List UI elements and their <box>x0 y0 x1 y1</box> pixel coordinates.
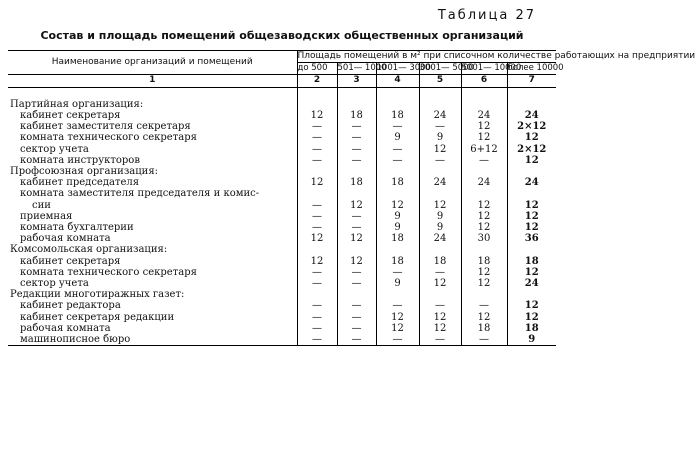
area-value: 12 <box>419 312 461 323</box>
area-value: — <box>461 300 507 311</box>
room-name: машинописное бюро <box>8 334 297 346</box>
table-row <box>8 256 556 267</box>
area-value: 9 <box>419 222 461 233</box>
area-value <box>376 244 419 255</box>
area-value <box>337 289 376 300</box>
column-number: 3 <box>337 75 376 87</box>
header-range: до 500 <box>297 63 337 75</box>
area-value: — <box>337 132 376 143</box>
area-value: — <box>297 278 337 289</box>
area-value: — <box>297 144 337 155</box>
area-value: — <box>297 312 337 323</box>
area-value: 24 <box>419 110 461 121</box>
room-name: приемная <box>20 210 73 222</box>
area-value: 12 <box>419 323 461 334</box>
table-row <box>8 233 556 244</box>
area-value: 18 <box>337 177 376 188</box>
area-value: 2×12 <box>507 121 556 132</box>
group-row <box>8 166 556 177</box>
area-value <box>461 289 507 300</box>
area-value: 2×12 <box>507 144 556 155</box>
room-name: рабочая комната <box>20 233 111 245</box>
area-value: — <box>337 222 376 233</box>
area-value <box>507 244 556 255</box>
area-value: 12 <box>337 256 376 267</box>
area-value <box>297 289 337 300</box>
room-name: сектор учета <box>20 278 89 290</box>
area-value <box>376 188 419 199</box>
area-value: 12 <box>461 267 507 278</box>
room-name: комната инструкторов <box>20 154 140 166</box>
area-value: — <box>297 222 337 233</box>
area-value: 12 <box>461 312 507 323</box>
area-value: 9 <box>507 334 556 346</box>
area-value: — <box>461 334 507 346</box>
area-value: 12 <box>507 155 556 166</box>
area-value: 24 <box>507 110 556 121</box>
area-value: 12 <box>376 200 419 211</box>
area-value: — <box>337 312 376 323</box>
group-name: Партийная организация: <box>10 98 144 110</box>
area-value: — <box>376 155 419 166</box>
area-value <box>376 166 419 177</box>
area-value: 18 <box>337 110 376 121</box>
area-value: 18 <box>507 323 556 334</box>
area-value: 18 <box>376 177 419 188</box>
room-name: комната технического секретаря <box>20 266 197 278</box>
room-name: кабинет председателя <box>20 177 140 189</box>
area-value: 12 <box>507 267 556 278</box>
area-value: 24 <box>507 278 556 289</box>
table-row <box>8 312 556 323</box>
group-row <box>8 289 556 300</box>
area-value: — <box>419 300 461 311</box>
header-area-column: Площадь помещений в м² при списочном количестве работающих на предприятии <box>297 51 695 61</box>
room-name: комната заместителя председателя и комис- <box>20 188 260 200</box>
area-value <box>419 289 461 300</box>
table-row <box>8 132 556 143</box>
area-value: — <box>419 121 461 132</box>
area-value <box>419 244 461 255</box>
area-value <box>419 166 461 177</box>
area-value: 12 <box>337 233 376 244</box>
area-value: — <box>337 300 376 311</box>
table-row <box>8 211 556 222</box>
area-value <box>337 99 376 110</box>
area-value: — <box>376 334 419 346</box>
area-value: 18 <box>376 233 419 244</box>
area-value <box>337 166 376 177</box>
room-name: кабинет редактора <box>20 300 121 312</box>
area-value: 12 <box>297 256 337 267</box>
area-value: 12 <box>461 222 507 233</box>
group-name: Комсомольская организация: <box>10 244 168 256</box>
table-row <box>8 278 556 289</box>
column-number: 7 <box>507 75 556 87</box>
area-value: — <box>376 300 419 311</box>
area-value: — <box>297 211 337 222</box>
area-value: 18 <box>376 256 419 267</box>
area-value <box>376 99 419 110</box>
table-row <box>8 222 556 233</box>
area-value: — <box>337 334 376 346</box>
group-row <box>8 244 556 255</box>
room-name: сектор учета <box>20 143 89 155</box>
group-name: Редакции многотиражных газет: <box>10 289 185 301</box>
area-value: — <box>419 155 461 166</box>
table-row <box>8 323 556 334</box>
room-name: кабинет секретаря <box>20 255 121 267</box>
area-value <box>507 289 556 300</box>
area-value: 12 <box>461 200 507 211</box>
table-row <box>8 188 556 199</box>
room-name: комната бухгалтерии <box>20 222 134 234</box>
header-range: 3001— 5000 <box>419 63 474 74</box>
area-value: — <box>337 211 376 222</box>
area-value: — <box>376 121 419 132</box>
area-value: 12 <box>461 278 507 289</box>
area-value: — <box>461 155 507 166</box>
area-value: 9 <box>376 211 419 222</box>
area-value <box>376 289 419 300</box>
area-value: 9 <box>376 222 419 233</box>
area-value: 24 <box>507 177 556 188</box>
column-number: 2 <box>297 75 337 87</box>
area-value: 12 <box>419 278 461 289</box>
area-value <box>507 99 556 110</box>
area-value <box>419 188 461 199</box>
room-name: кабинет секретаря редакции <box>20 311 175 323</box>
area-value: — <box>297 323 337 334</box>
table-row <box>8 177 556 188</box>
area-value: 9 <box>419 211 461 222</box>
area-value <box>297 244 337 255</box>
area-value <box>297 188 337 199</box>
area-value: — <box>297 300 337 311</box>
area-value <box>337 244 376 255</box>
area-value: 9 <box>376 278 419 289</box>
area-value: — <box>337 323 376 334</box>
column-number: 6 <box>461 75 507 87</box>
header-name-column: Наименование организаций и помещений <box>8 51 297 75</box>
area-value <box>461 166 507 177</box>
table-title: Состав и площадь помещений общезаводских общественных организаций <box>40 29 524 42</box>
group-row <box>8 99 556 110</box>
area-value: 12 <box>297 233 337 244</box>
area-value: 18 <box>507 256 556 267</box>
room-name: кабинет секретаря <box>20 110 121 121</box>
area-value <box>507 188 556 199</box>
header-range: 1001— 3000 <box>376 63 431 74</box>
area-value: 12 <box>507 300 556 311</box>
area-value: 9 <box>419 132 461 143</box>
table-row <box>8 144 556 155</box>
area-value: 18 <box>461 256 507 267</box>
room-name: рабочая комната <box>20 322 111 334</box>
area-value: 12 <box>297 177 337 188</box>
area-value: 12 <box>461 211 507 222</box>
area-value <box>461 188 507 199</box>
room-name: сии <box>32 199 51 211</box>
area-value <box>297 99 337 110</box>
table-row <box>8 267 556 278</box>
area-table <box>8 50 695 346</box>
area-value: — <box>337 278 376 289</box>
area-value: — <box>376 267 419 278</box>
area-value: 18 <box>461 323 507 334</box>
area-value: — <box>297 267 337 278</box>
area-value: 24 <box>419 177 461 188</box>
area-value: 30 <box>461 233 507 244</box>
area-value: 24 <box>461 177 507 188</box>
column-number: 5 <box>419 75 461 87</box>
column-number: 1 <box>8 75 297 87</box>
area-value: — <box>337 155 376 166</box>
area-value: 12 <box>419 200 461 211</box>
table-row <box>8 155 556 166</box>
table-row <box>8 334 556 346</box>
header-range: более 10000 <box>507 63 564 74</box>
area-value: 12 <box>376 323 419 334</box>
area-value: 12 <box>297 110 337 121</box>
room-name: кабинет заместителя секретаря <box>20 121 191 133</box>
area-value <box>507 166 556 177</box>
area-value: — <box>376 144 419 155</box>
area-value: 24 <box>461 110 507 121</box>
area-value: — <box>297 334 337 346</box>
table-row <box>8 300 556 311</box>
area-value: — <box>297 200 337 211</box>
header-range: 5001— 10000 <box>461 63 522 74</box>
area-value <box>461 244 507 255</box>
area-value: 24 <box>419 233 461 244</box>
area-value: — <box>337 267 376 278</box>
group-name: Профсоюзная организация: <box>10 166 159 178</box>
area-value: 18 <box>419 256 461 267</box>
area-value: 12 <box>376 312 419 323</box>
area-value: — <box>297 132 337 143</box>
area-value: 12 <box>461 132 507 143</box>
area-value: 6+12 <box>461 144 507 155</box>
area-value <box>461 99 507 110</box>
table-label: Таблица 27 <box>437 8 536 23</box>
area-value: — <box>337 144 376 155</box>
table-body <box>8 87 556 346</box>
area-value: — <box>419 267 461 278</box>
area-value <box>297 166 337 177</box>
area-value: — <box>337 121 376 132</box>
area-value: — <box>297 121 337 132</box>
area-value: 18 <box>376 110 419 121</box>
area-value: — <box>419 334 461 346</box>
area-value: 12 <box>507 132 556 143</box>
table-row <box>8 110 556 121</box>
area-value: 12 <box>337 200 376 211</box>
area-value: 9 <box>376 132 419 143</box>
area-value: 12 <box>507 222 556 233</box>
column-number: 4 <box>376 75 419 87</box>
area-value: 12 <box>507 312 556 323</box>
table-row <box>8 200 556 211</box>
area-value <box>337 188 376 199</box>
area-value: — <box>297 155 337 166</box>
area-value: 12 <box>507 200 556 211</box>
area-value: 12 <box>507 211 556 222</box>
area-value: 36 <box>507 233 556 244</box>
area-value: 12 <box>461 121 507 132</box>
header-range: 501— 1000 <box>337 63 387 74</box>
room-name: комната технического секретаря <box>20 132 197 144</box>
table-row <box>8 121 556 132</box>
area-value: 12 <box>419 144 461 155</box>
area-value <box>419 99 461 110</box>
